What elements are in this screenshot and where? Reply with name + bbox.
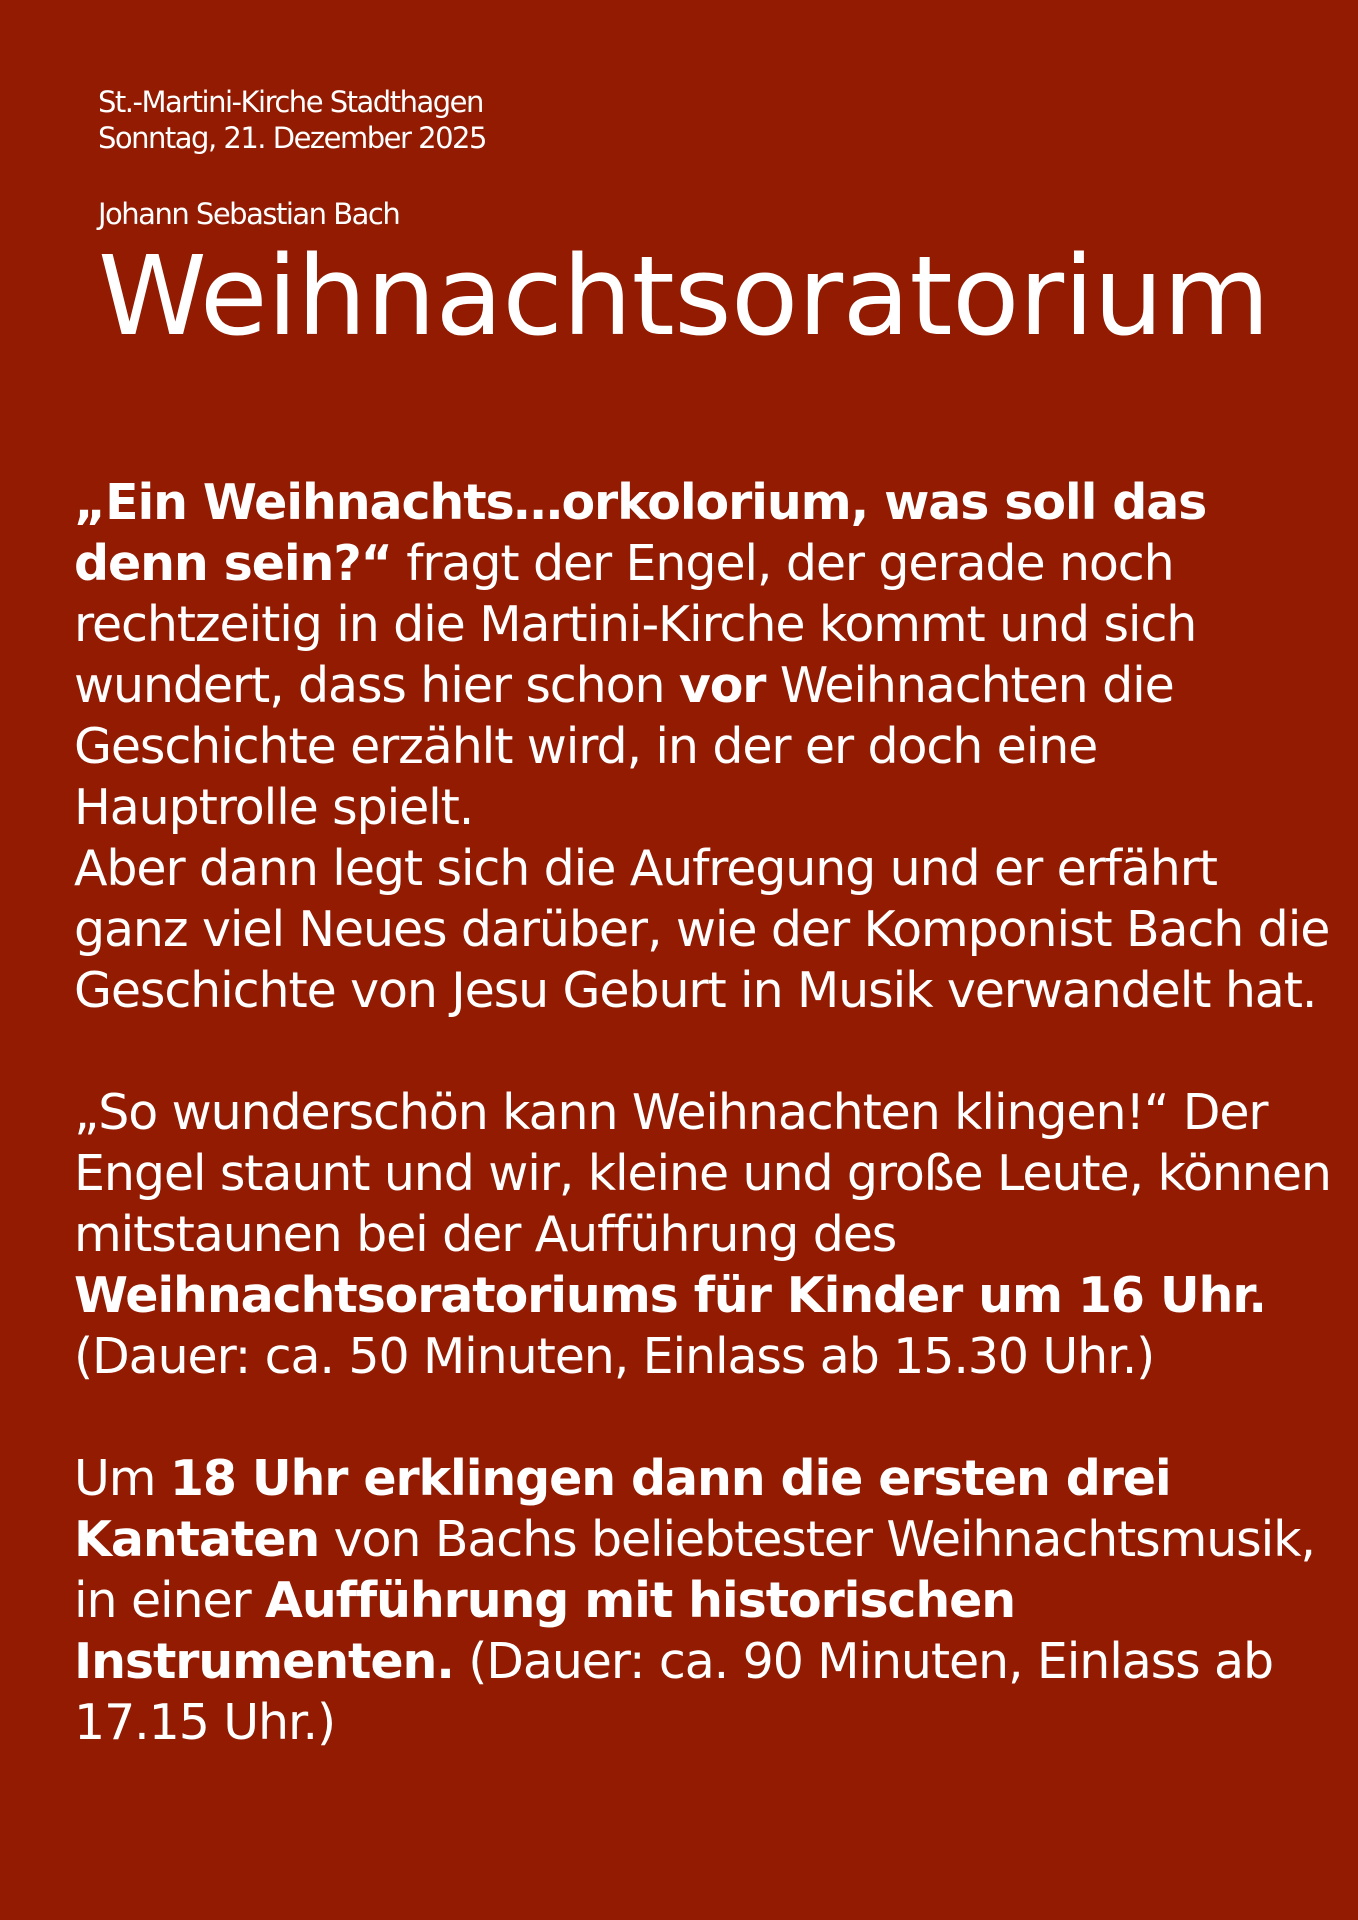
- historical-instruments: Aufführung mit historischen Instrumenten.: [74, 1572, 1016, 1690]
- angel-quote: „Ein Weihnachts…orkolorium, was soll das denn sein?“: [74, 474, 1207, 592]
- evening-text: von Bachs beliebtester Weihnachtsmusik, in einer: [74, 1511, 1315, 1629]
- children-intro: „So wunderschön kann Weihnachten klingen!“ Der Engel staunt und wir, kleine und große Leute, können mitstaunen bei der Aufführung des: [74, 1084, 1331, 1263]
- event-date: Sonntag, 21. Dezember 2025: [98, 121, 486, 155]
- paragraph-children-performance: [74, 1082, 1344, 1387]
- vor-emphasis: vor: [678, 657, 766, 714]
- event-header: [98, 84, 1298, 232]
- description-text: [74, 472, 1344, 1753]
- venue-name: St.-Martini-Kirche Stadthagen: [98, 85, 483, 119]
- spacer: [74, 1021, 1344, 1082]
- children-duration: (Dauer: ca. 50 Minuten, Einlass ab 15.30 Uhr.): [74, 1328, 1155, 1385]
- evening-time: 18 Uhr erklingen dann die ersten drei Kantaten: [74, 1450, 1171, 1568]
- children-performance-time: Weihnachtsoratoriums für Kinder um 16 Uhr.: [74, 1267, 1266, 1324]
- evening-duration: (Dauer: ca. 90 Minuten, Einlass ab 17.15 Uhr.): [74, 1633, 1273, 1751]
- paragraph-angel-learns: Aber dann legt sich die Aufregung und er erfährt ganz viel Neues darüber, wie der Komponist Bach die Geschichte von Jesu Geburt in Musik verwandelt hat.: [74, 840, 1330, 1019]
- angel-text: fragt der Engel, der gerade noch rechtzeitig in die Martini-Kirche kommt und sich wundert, dass hier schon: [74, 535, 1197, 714]
- paragraph-evening-performance: [74, 1448, 1344, 1753]
- evening-um: Um: [74, 1450, 170, 1507]
- paragraph-angel-intro: [74, 472, 1344, 838]
- angel-text-end: Weihnachten die Geschichte erzählt wird, in der er doch eine Hauptrolle spielt.: [74, 657, 1174, 836]
- page-title: Weihnachtsoratorium: [98, 232, 1270, 360]
- spacer: [74, 1387, 1344, 1448]
- composer-name: Johann Sebastian Bach: [98, 197, 400, 231]
